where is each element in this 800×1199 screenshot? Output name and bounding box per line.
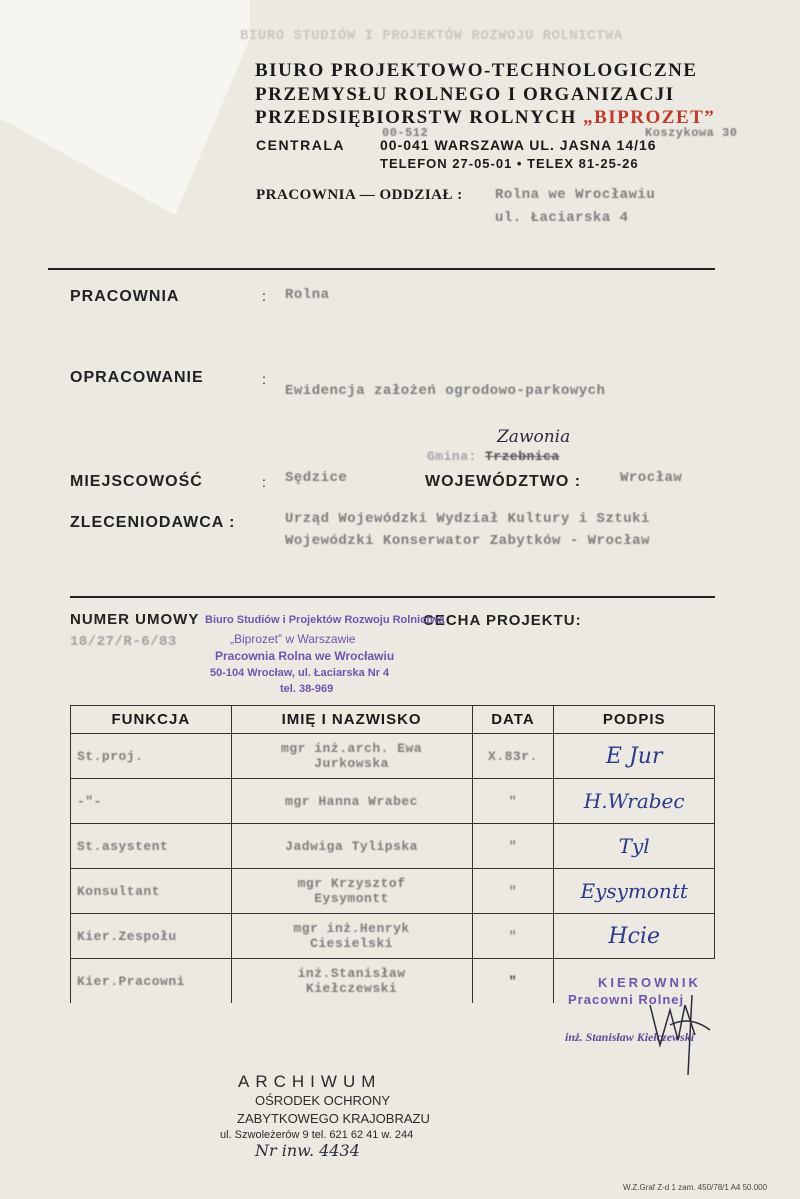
colon: :: [262, 371, 266, 387]
row-funkcja: St.asystent: [77, 839, 169, 854]
row-name-1: mgr inż.Henryk: [293, 921, 410, 936]
miejscowosc-label: MIEJSCOWOŚĆ: [70, 473, 203, 490]
archiwum-title: ARCHIWUM: [238, 1072, 382, 1091]
row-signature: Tyl: [618, 834, 650, 858]
gmina-label: Gmina:: [427, 449, 477, 464]
row-name-1: mgr Hanna Wrabec: [285, 793, 418, 809]
stamp-line-1: Biuro Studiów i Projektów Rozwoju Rolnictwa: [205, 614, 445, 626]
table-row: [71, 869, 715, 914]
colon: :: [262, 288, 266, 304]
row-funkcja: Konsultant: [77, 884, 161, 899]
zleceniodawca-label-text: ZLECENIODAWCA: [70, 514, 224, 531]
row-name-1: Jadwiga Tylipska: [285, 838, 418, 854]
row-data: ": [508, 794, 518, 809]
gmina-handwritten: Zawonia: [497, 427, 571, 447]
kierownik-name: inż. Stanisław Kiełczewski: [565, 1030, 695, 1044]
row-name-2: Kiełczewski: [305, 981, 398, 996]
gmina-typed: Trzebnica: [485, 449, 560, 464]
table-row: [71, 914, 715, 959]
row-signature: E Jur: [605, 743, 663, 769]
opracowanie-label: OPRACOWANIE: [70, 369, 204, 386]
numer-umowy-value: 18/27/R-6/83: [70, 634, 177, 650]
folded-corner: [0, 0, 250, 215]
oddzial-value-2: ul. Łaciarska 4: [495, 210, 629, 226]
inventory-number: Nr inw. 4434: [255, 1141, 360, 1160]
phone-telex: TELEFON 27-05-01 • TELEX 81-25-26: [380, 156, 639, 171]
faint-header-line: BIURO STUDIÓW I PROJEKTÓW ROZWOJU ROLNICTWA: [240, 28, 623, 44]
table-row: [71, 734, 715, 779]
address-overtype: 00-512: [382, 126, 429, 140]
address-overtype-2: Koszykowa 30: [645, 126, 738, 140]
row-signature: H.Wrabec: [583, 789, 685, 813]
kierownik-unit: Pracowni Rolnej: [568, 992, 685, 1007]
pracownia-oddzial-label: PRACOWNIA — ODDZIAŁ :: [256, 187, 463, 203]
top-rule: [48, 268, 715, 270]
pracownia-label: PRACOWNIA: [70, 288, 180, 305]
org-brand: „BIPROZET”: [583, 107, 716, 128]
mid-rule: [70, 596, 715, 598]
table-row: [71, 824, 715, 869]
kierownik-signature-icon: [640, 985, 720, 1080]
row-signature: Eysymontt: [580, 879, 688, 903]
print-code: W.Z.Graf Z-d 1 zam. 450/78/1 A4 50.000: [623, 1183, 768, 1192]
header-imie-nazwisko: IMIĘ I NAZWISKO: [231, 706, 472, 734]
org-line-1: BIURO PROJEKTOWO-TECHNOLOGICZNE: [255, 60, 698, 81]
row-data: X.83r.: [488, 749, 538, 764]
row-funkcja: Kier.Pracowni: [77, 974, 185, 989]
archiwum-line-4: ul. Szwoleżerów 9 tel. 621 62 41 w. 244: [220, 1129, 414, 1141]
row-name-2: Eysymontt: [314, 891, 389, 906]
row-data: ": [508, 929, 518, 944]
wojewodztwo-value: Wrocław: [620, 470, 683, 486]
colon: :: [262, 474, 266, 490]
centrala-label: CENTRALA: [256, 137, 345, 153]
wojewodztwo-label-text: WOJEWÓDZTWO: [425, 473, 570, 490]
row-signature: Hcie: [608, 923, 660, 949]
row-name-2: Ciesielski: [310, 936, 394, 951]
opracowanie-value: Ewidencja założeń ogrodowo-parkowych: [285, 383, 606, 399]
row-funkcja: -"-: [77, 794, 102, 809]
stamp-line-3: Pracownia Rolna we Wrocławiu: [215, 649, 395, 663]
pracownia-value: Rolna: [285, 287, 330, 303]
header-podpis: PODPIS: [554, 706, 715, 734]
row-name-1: mgr Krzysztof: [297, 876, 406, 891]
org-line-3-text: PRZEDSIĘBIORSTW ROLNYCH: [255, 107, 577, 128]
zleceniodawca-label: ZLECENIODAWCA :: [70, 514, 236, 531]
row-name-2: Jurkowska: [314, 756, 389, 771]
oddzial-value-1: Rolna we Wrocławiu: [495, 187, 656, 203]
row-name-1: mgr inż.arch. Ewa: [281, 741, 423, 756]
row-data: ": [508, 839, 518, 854]
address: 00-041 WARSZAWA UL. JASNA 14/16: [380, 137, 657, 153]
row-name-1: inż.Stanisław: [297, 966, 406, 981]
table-header-row: [71, 706, 715, 734]
stamp-line-4: 50-104 Wrocław, ul. Łaciarska Nr 4: [210, 667, 390, 679]
wojewodztwo-label: WOJEWÓDZTWO :: [425, 473, 582, 490]
kierownik-title: KIEROWNIK: [598, 975, 701, 990]
table-row: [71, 779, 715, 824]
miejscowosc-value: Sędzice: [285, 470, 348, 486]
header-funkcja: FUNKCJA: [71, 706, 232, 734]
row-funkcja: St.proj.: [77, 749, 144, 764]
row-data: ": [508, 974, 518, 989]
numer-umowy-label: NUMER UMOWY: [70, 611, 200, 628]
org-line-2: PRZEMYSŁU ROLNEGO I ORGANIZACJI: [255, 84, 675, 105]
signatures-table: [70, 705, 715, 1003]
cecha-projektu-label: CECHA PROJEKTU:: [423, 612, 582, 629]
stamp-line-5: tel. 38-969: [280, 683, 334, 695]
row-funkcja: Kier.Zespołu: [77, 929, 177, 944]
archiwum-line-2: OŚRODEK OCHRONY: [255, 1093, 391, 1108]
zleceniodawca-value-2: Wojewódzki Konserwator Zabytków - Wrocław: [285, 533, 650, 549]
header-data: DATA: [472, 706, 554, 734]
stamp-line-2: „Biprozet” w Warszawie: [230, 632, 356, 646]
archiwum-line-3: ZABYTKOWEGO KRAJOBRAZU: [237, 1111, 430, 1126]
zleceniodawca-value-1: Urząd Wojewódzki Wydział Kultury i Sztuki: [285, 511, 650, 527]
row-data: ": [508, 884, 518, 899]
